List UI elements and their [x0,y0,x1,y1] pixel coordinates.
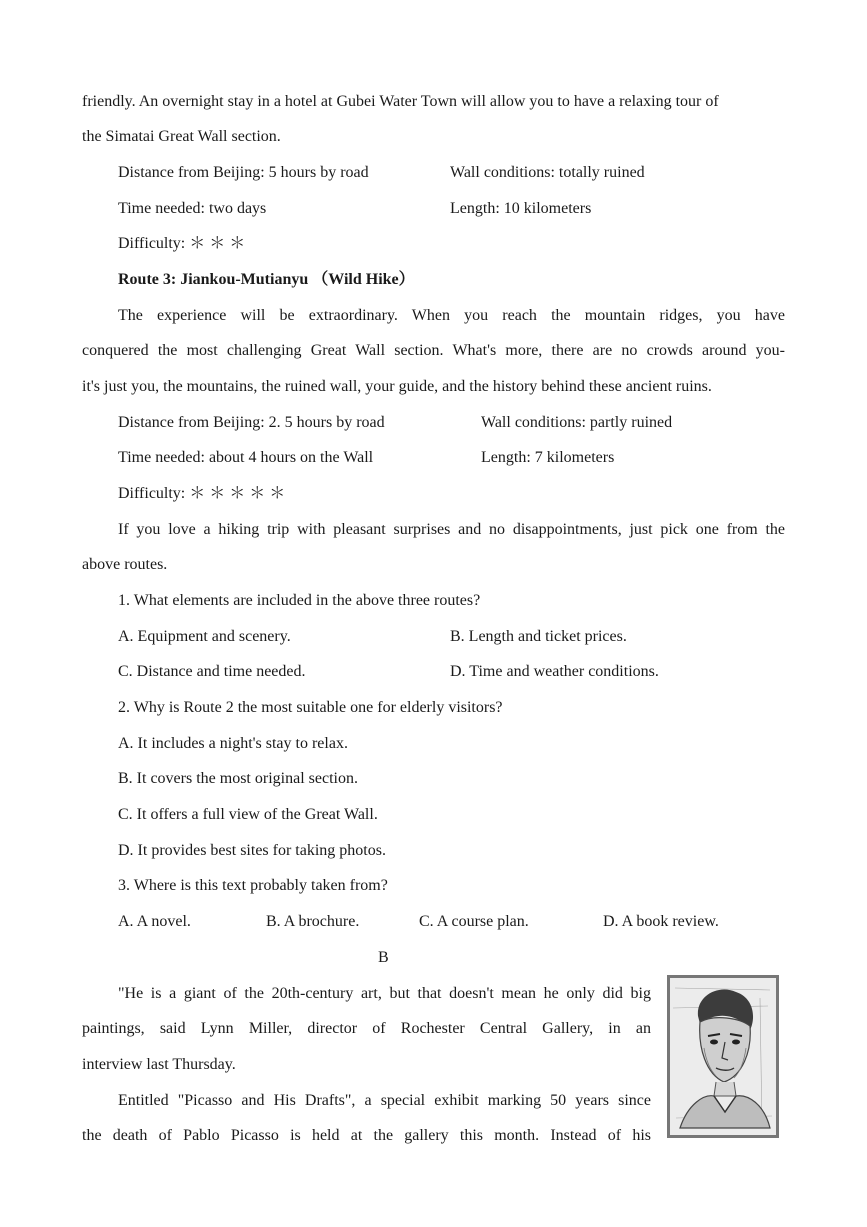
q1-option-d: D. Time and weather conditions. [450,663,659,680]
q3-option-c: C. A course plan. [419,913,529,930]
route3-length: Length: 7 kilometers [481,449,615,466]
q3-option-a: A. A novel. [118,913,191,930]
route2-time: Time needed: two days [118,200,267,217]
section-b-line-1: "He is a giant of the 20th-century art, but that doesn't mean he only did big [118,985,651,1002]
route3-time: Time needed: about 4 hours on the Wall [118,449,374,466]
question-1: 1. What elements are included in the above three routes? [118,592,481,609]
route3-wall: Wall conditions: partly ruined [481,414,673,431]
difficulty-stars: ＊＊＊ [189,235,250,252]
q1-option-a: A. Equipment and scenery. [118,628,291,645]
route3-distance: Distance from Beijing: 2. 5 hours by road [118,414,385,431]
route3-difficulty [118,484,785,504]
route3-heading: Route 3: Jiankou-Mutianyu （Wild Hike） [118,271,415,288]
question-2: 2. Why is Route 2 the most suitable one for elderly visitors? [118,699,503,716]
difficulty-label: Difficulty: [118,235,186,252]
question-3: 3. Where is this text probably taken from? [118,877,388,894]
section-b-line-5: the death of Pablo Picasso is held at the gallery this month. Instead of his [82,1127,651,1144]
section-b-line-4: Entitled "Picasso and His Drafts", a special exhibit marking 50 years since [118,1092,651,1109]
q2-option-b: B. It covers the most original section. [118,770,358,787]
q3-option-d: D. A book review. [603,913,719,930]
q3-option-b: B. A brochure. [266,913,360,930]
picasso-portrait-image [667,975,779,1138]
intro-line-1: friendly. An overnight stay in a hotel at Gubei Water Town will allow you to have a relaxing tour of [82,93,719,110]
route2-wall: Wall conditions: totally ruined [450,164,645,181]
section-b-line-2: paintings, said Lynn Miller, director of Rochester Central Gallery, in an [82,1020,651,1037]
section-b-label: B [378,949,389,966]
section-b-line-3: interview last Thursday. [82,1056,236,1073]
q2-option-c: C. It offers a full view of the Great Wall. [118,806,378,823]
q2-option-d: D. It provides best sites for taking photos. [118,842,386,859]
route3-line-2: conquered the most challenging Great Wall section. What's more, there are no crowds around you- [82,342,785,359]
route2-length: Length: 10 kilometers [450,200,592,217]
route3-line-3: it's just you, the mountains, the ruined wall, your guide, and the history behind these ancient ruins. [82,378,712,395]
q1-option-c: C. Distance and time needed. [118,663,306,680]
q1-option-b: B. Length and ticket prices. [450,628,627,645]
route3-line-1: The experience will be extraordinary. When you reach the mountain ridges, you have [118,307,785,324]
difficulty-label: Difficulty: [118,485,186,502]
intro-line-2: the Simatai Great Wall section. [82,128,281,145]
difficulty-stars: ＊＊＊＊＊ [189,485,290,502]
route2-distance: Distance from Beijing: 5 hours by road [118,164,369,181]
closing-line-1: If you love a hiking trip with pleasant surprises and no disappointments, just pick one from the [118,521,785,538]
closing-line-2: above routes. [82,556,168,573]
q2-option-a: A. It includes a night's stay to relax. [118,735,348,752]
route2-difficulty [118,234,785,254]
